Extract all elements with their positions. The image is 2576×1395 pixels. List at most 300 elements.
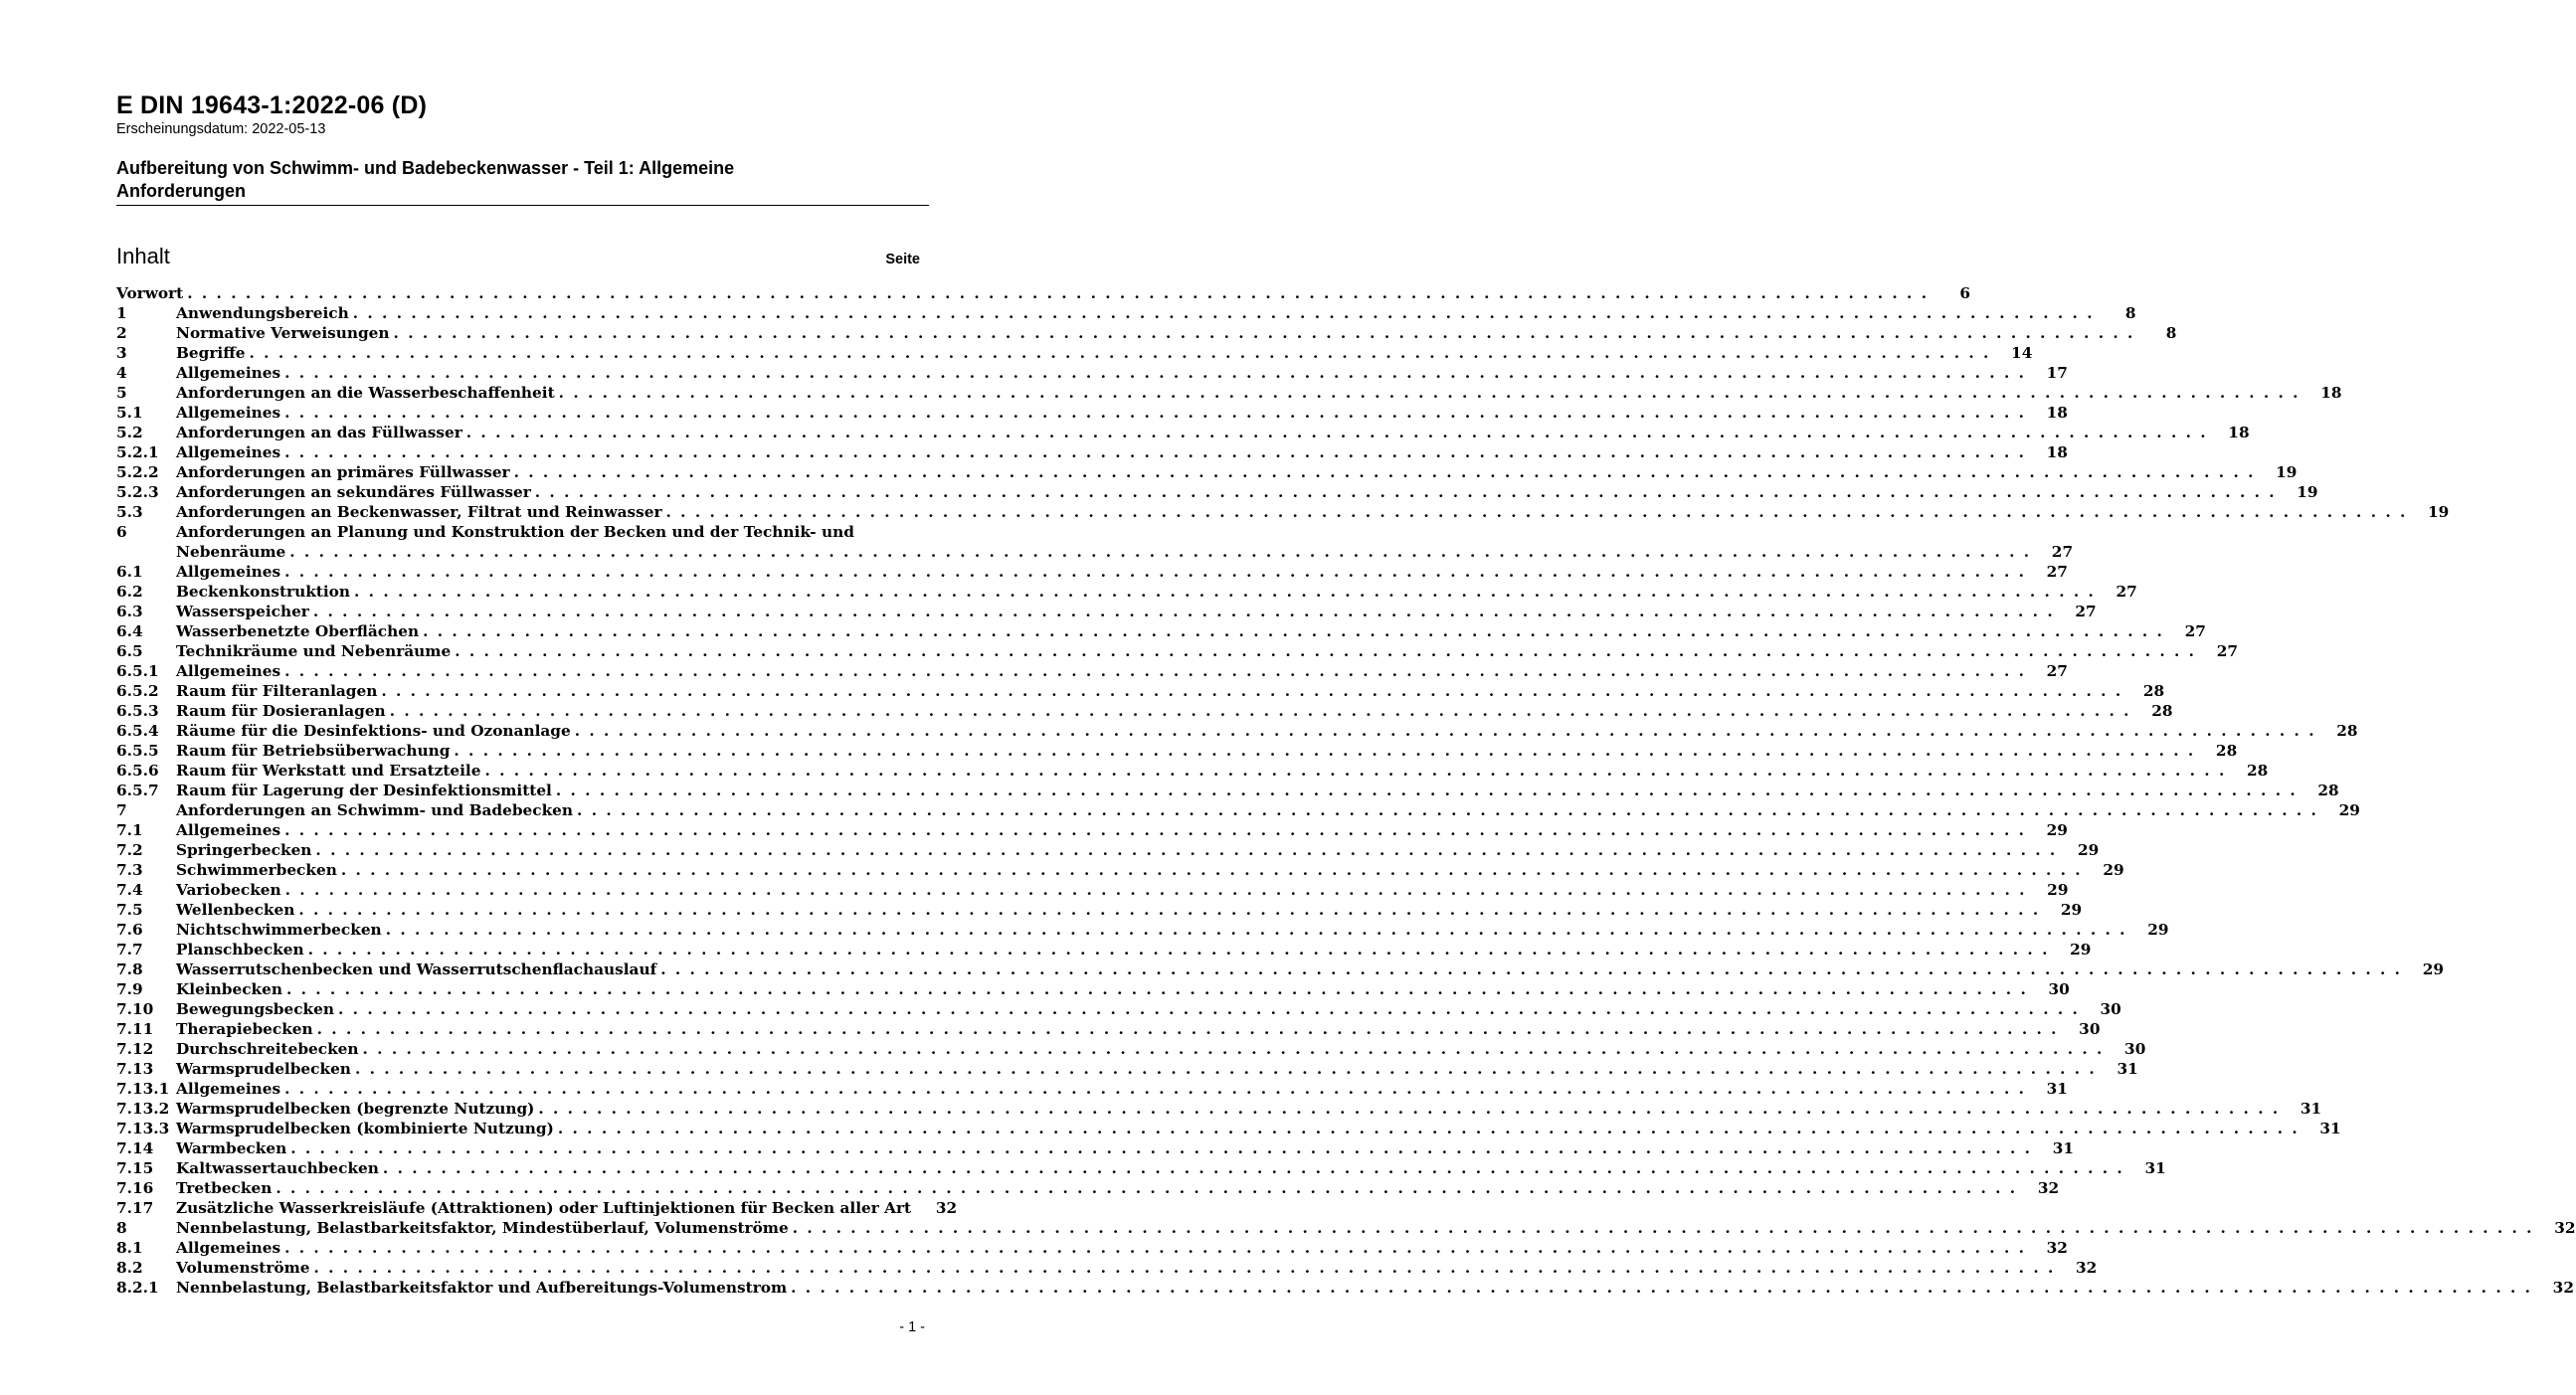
toc-entry-page: 31 [2097,1059,2138,1079]
toc-entry-line [176,1138,2075,1158]
toc-entry-title: Beckenkonstruktion [176,583,351,601]
toc-entry-title: Raum für Betriebsüberwachung [176,742,451,760]
toc-entry-line [176,1099,2322,1119]
toc-entry-number: 6.5.1 [116,662,159,680]
toc-entry-page: 27 [2196,641,2238,661]
toc-entry-line [176,1158,2166,1178]
toc-entry-title: Raum für Werkstatt und Ersatzteile [176,762,481,780]
toc-entry-line [176,482,2318,502]
leader-dots: . . . . . . . . . . . . . . . . . . . . . . . . . . . . . . . . . . . . . . . . . . . . . . . . . . . . . . . . . . . . . . . . . . . . . . . . . . . . . . . . . . . . . . . . . . . . . . . . . . . . . . . . . . . . . . . . . . . . . . . . [791,1279,2532,1297]
toc-entry[interactable] [116,323,2177,343]
toc-entry-number: 7.13.3 [116,1120,170,1137]
toc-entry[interactable] [116,1059,2138,1079]
toc-entry-title: Wasserrutschenbecken und Wasserrutschenflachauslauf [176,960,657,978]
toc-entry[interactable] [116,502,2450,522]
toc-entry-page: 18 [2300,383,2341,403]
leader-dots: . . . . . . . . . . . . . . . . . . . . . . . . . . . . . . . . . . . . . . . . . . . . . . . . . . . . . . . . . . . . . . . . . . . . . . . . . . . . . . . . . . . . . . . . . . . . . . . . . . . . . . . . . . . . . . . . . . . . . . . . [538,1100,2281,1118]
toc-entry-line [176,999,2121,1019]
toc-entry-line [176,761,2269,781]
toc-entry-number: 7.3 [116,861,143,879]
toc-entry-title: Allgemeines [176,1239,281,1257]
toc-entry[interactable] [116,1039,2146,1059]
toc-entry-line [176,502,2450,522]
toc-entry[interactable] [116,1178,2060,1198]
leader-dots: . . . . . . . . . . . . . . . . . . . . . . . . . . . . . . . . . . . . . . . . . . . . . . . . . . . . . . . . . . . . . . . . . . . . . . . . . . . . . . . . . . . . . . . . . . . . . . . . . . . . . . . . . . . . . . . . . . . . . . . . [284,563,2026,581]
toc-entry-line [176,562,2068,582]
toc-entry[interactable] [116,1019,2101,1039]
toc-entry-title: Wasserspeicher [176,603,309,620]
toc-entry-number: 7.2 [116,841,143,859]
toc-entry[interactable] [116,880,2069,900]
toc-entry-page: 14 [1990,343,2032,363]
toc-entry[interactable] [116,920,2169,940]
leader-dots: . . . . . . . . . . . . . . . . . . . . . . . . . . . . . . . . . . . . . . . . . . . . . . . . . . . . . . . . . . . . . . . . . . . . . . . . . . . . . . . . . . . . . . . . . . . . . . . . . . . . . . . . . . . . . . . . . . . . . . . . [660,960,2402,978]
leader-dots: . . . . . . . . . . . . . . . . . . . . . . . . . . . . . . . . . . . . . . . . . . . . . . . . . . . . . . . . . . . . . . . . . . . . . . . . . . . . . . . . . . . . . . . . . . . . . . . . . . . . . . . . . . . . . . . . . . . . . . . . [313,1259,2056,1277]
leader-dots: . . . . . . . . . . . . . . . . . . . . . . . . . . . . . . . . . . . . . . . . . . . . . . . . . . . . . . . . . . . . . . . . . . . . . . . . . . . . . . . . . . . . . . . . . . . . . . . . . . . . . . . . . . . . . . . . . . . . . . . . [665,503,2408,521]
page-number: - 1 - [899,1319,925,1335]
toc-entry-number: 6.5.3 [116,702,159,720]
toc-entry-number: 7.10 [116,1000,154,1018]
toc-entry-number: 6.4 [116,622,143,640]
leader-dots: . . . . . . . . . . . . . . . . . . . . . . . . . . . . . . . . . . . . . . . . . . . . . . . . . . . . . . . . . . . . . . . . . . . . . . . . . . . . . . . . . . . . . . . . . . . . . . . . . . . . . . . . . . . . . . . . . . . . . . . . [574,722,2316,740]
toc-entry-line [176,979,2070,999]
leader-dots: . . . . . . . . . . . . . . . . . . . . . . . . . . . . . . . . . . . . . . . . . . . . . . . . . . . . . . . . . . . . . . . . . . . . . . . . . . . . . . . . . . . . . . . . . . . . . . . . . . . . . . . . . . . . . . . . . . . . . . . . [284,364,2026,382]
toc-entry-title: Technikräume und Nebenräume [176,642,452,660]
toc-entry-line [176,940,2092,959]
leader-dots: . . . . . . . . . . . . . . . . . . . . . . . . . . . . . . . . . . . . . . . . . . . . . . . . . . . . . . . . . . . . . . . . . . . . . . . . . . . . . . . . . . . . . . . . . . . . . . . . . . . . . . . . . . . . . . . . . . . . . . . . [393,324,2135,342]
toc-entry-page: 29 [2083,860,2124,880]
leader-dots: . . . . . . . . . . . . . . . . . . . . . . . . . . . . . . . . . . . . . . . . . . . . . . . . . . . . . . . . . . . . . . . . . . . . . . . . . . . . . . . . . . . . . . . . . . . . . . . . . . . . . . . . . . . . . . . . . . . . . . . . [284,404,2026,422]
toc-entry-line [176,681,2165,701]
toc-entry[interactable] [116,661,2068,681]
toc-entry-title: Anforderungen an Planung und Konstruktion der Becken und der Technik- und [176,523,854,541]
toc-entry-page: 8 [2134,323,2176,343]
toc-entry-title: Durchschreitebecken [176,1040,359,1058]
toc-entry-number: 7.15 [116,1159,154,1177]
toc-entry-title-continued: Nebenräume [176,543,286,561]
leader-dots: . . . . . . . . . . . . . . . . . . . . . . . . . . . . . . . . . . . . . . . . . . . . . . . . . . . . . . . . . . . . . . . . . . . . . . . . . . . . . . . . . . . . . . . . . . . . . . . . . . . . . . . . . . . . . . . . . . . . . . . . [354,583,2096,601]
leader-dots: . . . . . . . . . . . . . . . . . . . . . . . . . . . . . . . . . . . . . . . . . . . . . . . . . . . . . . . . . . . . . . . . . . . . . . . . . . . . . . . . . . . . . . . . . . . . . . . . . . . . . . . . . . . . . . . . . . . . . . . . [455,642,2197,660]
toc-entry-title: Schwimmerbecken [176,861,337,879]
toc-entry-title: Anwendungsbereich [176,304,349,322]
toc-entry-title: Kleinbecken [176,980,282,998]
toc-entry-title: Allgemeines [176,404,281,422]
toc-entry-title: Raum für Lagerung der Desinfektionsmittel [176,782,552,799]
toc-entry[interactable] [116,940,2092,959]
toc-heading: Inhalt [116,244,170,268]
toc-entry-line [176,363,2068,383]
toc-entry[interactable] [116,602,2097,621]
toc-entry[interactable] [116,423,2250,442]
toc-entry-title: Allgemeines [176,563,281,581]
toc-entry-page: 30 [2058,1019,2100,1039]
toc-entry-line [176,621,2206,641]
leader-dots: . . . . . . . . . . . . . . . . . . . . . . . . . . . . . . . . . . . . . . . . . . . . . . . . . . . . . . . . . . . . . . . . . . . . . . . . . . . . . . . . . . . . . . . . . . . . . . . . . . . . . . . . . . . . . . . . . . . . . . . . [284,443,2026,461]
toc-entry-line [176,323,2177,343]
toc-entry-number: 7.12 [116,1040,154,1058]
leader-dots: . . . . . . . . . . . . . . . . . . . . . . . . . . . . . . . . . . . . . . . . . . . . . . . . . . . . . . . . . . . . . . . . . . . . . . . . . . . . . . . . . . . . . . . . . . . . . . . . . . . . . . . . . . . . . . . . . . . . . . . . [423,622,2164,640]
toc-entry-page: 31 [2026,1079,2068,1099]
toc-entry[interactable] [116,860,2124,880]
toc-entry-page: 30 [2080,999,2121,1019]
toc-entry[interactable] [116,1099,2322,1119]
toc-entry[interactable] [116,1198,958,1218]
toc-entry-page: 32 [915,1198,957,1218]
toc-entry-title: Therapiebecken [176,1020,313,1038]
toc-entry-page: 27 [2031,542,2073,562]
toc-entry-title: Kaltwassertauchbecken [176,1159,379,1177]
toc-entry-number: 5.2 [116,424,143,441]
toc-entry-number: 6 [116,523,127,541]
leader-dots: . . . . . . . . . . . . . . . . . . . . . . . . . . . . . . . . . . . . . . . . . . . . . . . . . . . . . . . . . . . . . . . . . . . . . . . . . . . . . . . . . . . . . . . . . . . . . . . . . . . . . . . . . . . . . . . . . . . . . . . . [557,1120,2300,1137]
toc-entry-page: 27 [2164,621,2206,641]
toc-entry-line [176,383,2342,403]
leader-dots: . . . . . . . . . . . . . . . . . . . . . . . . . . . . . . . . . . . . . . . . . . . . . . . . . . . . . . . . . . . . . . . . . . . . . . . . . . . . . . . . . . . . . . . . . . . . . . . . . . . . . . . . . . . . . . . . . . . . . . . . [290,1139,2033,1157]
toc-entry-number: 7.7 [116,941,143,959]
document-title-line-2: Anforderungen [116,181,246,201]
toc-entry-line [176,840,2100,860]
toc-entry-line [176,442,2068,462]
toc-entry-page: 28 [2226,761,2268,781]
toc-entry-line [176,1059,2138,1079]
toc-entry[interactable] [116,462,2298,482]
toc-entry-page: 29 [2026,820,2068,840]
leader-dots: . . . . . . . . . . . . . . . . . . . . . . . . . . . . . . . . . . . . . . . . . . . . . . . . . . . . . . . . . . . . . . . . . . . . . . . . . . . . . . . . . . . . . . . . . . . . . . . . . . . . . . . . . . . . . . . . . . . . . . . . [792,1219,2534,1237]
toc-entry-number: 6.3 [116,603,143,620]
toc-entry-number: 5.2.2 [116,463,159,481]
toc-entry-title: Variobecken [176,881,281,899]
toc-entry-line [176,959,2444,979]
leader-dots: . . . . . . . . . . . . . . . . . . . . . . . . . . . . . . . . . . . . . . . . . . . . . . . . . . . . . . . . . . . . . . . . . . . . . . . . . . . . . . . . . . . . . . . . . . . . . . . . . . . . . . . . . . . . . . . . . . . . . . . . [577,801,2318,819]
toc-entry-number: 8 [116,1219,127,1237]
toc-entry-page: 30 [2028,979,2070,999]
toc-entry-number: 6.5.5 [116,742,159,760]
toc-entry-number: 6.5.2 [116,682,159,700]
toc-entry-number: 6.5.6 [116,762,159,780]
toc-entry-line [176,1258,2098,1278]
toc-entry-page: 32 [2055,1258,2097,1278]
leader-dots: . . . . . . . . . . . . . . . . . . . . . . . . . . . . . . . . . . . . . . . . . . . . . . . . . . . . . . . . . . . . . . . . . . . . . . . . . . . . . . . . . . . . . . . . . . . . . . . . . . . . . . . . . . . . . . . . . . . . . . . . [315,841,2058,859]
toc-entry-line [176,403,2068,423]
toc-entry-line [176,900,2083,920]
toc-entry-title: Allgemeines [176,443,281,461]
toc-entry[interactable] [116,582,2137,602]
toc-entry-title: Warmsprudelbecken (kombinierte Nutzung) [176,1120,554,1137]
toc-entry-line [176,602,2097,621]
leader-dots: . . . . . . . . . . . . . . . . . . . . . . . . . . . . . . . . . . . . . . . . . . . . . . . . . . . . . . . . . . . . . . . . . . . . . . . . . . . . . . . . . . . . . . . . . . . . . . . . . . . . . . . . . . . . . . . . . . . . . . . . [381,682,2123,700]
toc-entry-number: 7.13 [116,1060,154,1078]
toc-entry-page: 30 [2104,1039,2145,1059]
toc-entry[interactable] [116,721,2358,741]
toc-entry-page: 28 [2316,721,2358,741]
toc-entry-title: Anforderungen an sekundäres Füllwasser [176,483,531,501]
toc-entry-title: Anforderungen an Schwimm- und Badebecken [176,801,574,819]
leader-dots: . . . . . . . . . . . . . . . . . . . . . . . . . . . . . . . . . . . . . . . . . . . . . . . . . . . . . . . . . . . . . . . . . . . . . . . . . . . . . . . . . . . . . . . . . . . . . . . . . . . . . . . . . . . . . . . . . . . . . . . . [465,424,2208,441]
document-id: E DIN 19643-1:2022-06 (D) [116,91,428,119]
toc-entry[interactable] [116,1158,2166,1178]
leader-dots: . . . . . . . . . . . . . . . . . . . . . . . . . . . . . . . . . . . . . . . . . . . . . . . . . . . . . . . . . . . . . . . . . . . . . . . . . . . . . . . . . . . . . . . . . . . . . . . . . . . . . . . . . . . . . . . . . . . . . . . . [316,1020,2059,1038]
toc-entry[interactable] [116,741,2238,761]
toc-entry-title: Zusätzliche Wasserkreisläufe (Attraktionen) oder Luftinjektionen für Becken aller Art [176,1199,912,1217]
toc-entry-line [176,1119,2341,1138]
toc-entry-page: 31 [2032,1138,2074,1158]
toc-entry-number: 5 [116,384,127,402]
toc-entry-line [176,1178,2060,1198]
leader-dots: . . . . . . . . . . . . . . . . . . . . . . . . . . . . . . . . . . . . . . . . . . . . . . . . . . . . . . . . . . . . . . . . . . . . . . . . . . . . . . . . . . . . . . . . . . . . . . . . . . . . . . . . . . . . . . . . . . . . . . . . [484,762,2227,780]
toc-entry-line [176,880,2069,900]
toc-entry-number: 7.4 [116,881,143,899]
toc-entry-page: 28 [2298,781,2339,800]
leader-dots: . . . . . . . . . . . . . . . . . . . . . . . . . . . . . . . . . . . . . . . . . . . . . . . . . . . . . . . . . . . . . . . . . . . . . . . . . . . . . . . . . . . . . . . . . . . . . . . . . . . . . . . . . . . . . . . . . . . . . . . . [382,1159,2124,1177]
toc-entry-page: 28 [2122,681,2164,701]
leader-dots: . . . . . . . . . . . . . . . . . . . . . . . . . . . . . . . . . . . . . . . . . . . . . . . . . . . . . . . . . . . . . . . . . . . . . . . . . . . . . . . . . . . . . . . . . . . . . . . . . . . . . . . . . . . . . . . . . . . . . . . . [385,921,2127,939]
toc-entry-page: 18 [2026,442,2068,462]
toc-entry-title: Springerbecken [176,841,312,859]
toc-entry-number: 8.1 [116,1239,143,1257]
toc-entry-title: Anforderungen an Beckenwasser, Filtrat und Reinwasser [176,503,662,521]
leader-dots: . . . . . . . . . . . . . . . . . . . . . . . . . . . . . . . . . . . . . . . . . . . . . . . . . . . . . . . . . . . . . . . . . . . . . . . . . . . . . . . . . . . . . . . . . . . . . . . . . . . . . . . . . . . . . . . . . . . . . . . . [338,1000,2080,1018]
toc-entry[interactable] [116,442,2068,462]
toc-entry-line [176,1218,2576,1238]
toc-entry-number: 6.1 [116,563,143,581]
toc-entry[interactable] [116,959,2444,979]
toc-entry-line [176,343,2033,363]
toc-entry-page: 19 [2255,462,2297,482]
leader-dots: . . . . . . . . . . . . . . . . . . . . . . . . . . . . . . . . . . . . . . . . . . . . . . . . . . . . . . . . . . . . . . . . . . . . . . . . . . . . . . . . . . . . . . . . . . . . . . . . . . . . . . . . . . . . . . . . . . . . . . . . [555,782,2298,799]
toc-entry-line [176,701,2173,721]
toc-entry-number: 7 [116,801,127,819]
toc-entry-line [176,721,2358,741]
leader-dots: . . . . . . . . . . . . . . . . . . . . . . . . . . . . . . . . . . . . . . . . . . . . . . . . . . . . . . . . . . . . . . . . . . . . . . . . . . . . . . . . . . . . . . . . . . . . . . . . . . . . . . . . . . . . . . . . . . . . . . . . [284,1239,2026,1257]
toc-entry-title: Allgemeines [176,364,281,382]
leader-dots: . . . . . . . . . . . . . . . . . . . . . . . . . . . . . . . . . . . . . . . . . . . . . . . . . . . . . . . . . . . . . . . . . . . . . . . . . . . . . . . . . . . . . . . . . . . . . . . . . . . . . . . . . . . . . . . . . . . . . . . . [454,742,2196,760]
publication-date: Erscheinungsdatum: 2022-05-13 [116,121,326,137]
toc-entry-line [176,920,2169,940]
toc-entry-title: Tretbecken [176,1179,273,1197]
document-title-line-1: Aufbereitung von Schwimm- und Badebeckenwasser - Teil 1: Allgemeine [116,158,735,178]
toc-entry-number: 6.5 [116,642,143,660]
toc-entry-page: 31 [2280,1099,2321,1119]
toc-entry-page: 32 [2534,1218,2576,1238]
toc-entry[interactable] [116,999,2121,1019]
toc-entry-line [176,1019,2101,1039]
toc-entry-number: 7.13.2 [116,1100,170,1118]
toc-entry-title: Allgemeines [176,662,281,680]
toc-entry[interactable] [116,1138,2075,1158]
leader-dots: . . . . . . . . . . . . . . . . . . . . . . . . . . . . . . . . . . . . . . . . . . . . . . . . . . . . . . . . . . . . . . . . . . . . . . . . . . . . . . . . . . . . . . . . . . . . . . . . . . . . . . . . . . . . . . . . . . . . . . . . [558,384,2300,402]
toc-entry-number: 5.2.3 [116,483,159,501]
toc-entry-title: Allgemeines [176,821,281,839]
toc-entry-line [176,303,2136,323]
toc-entry-title: Anforderungen an die Wasserbeschaffenheit [176,384,555,402]
toc-entry-line [176,661,2068,681]
toc-entry-title: Bewegungsbecken [176,1000,335,1018]
toc-entry-number: 7.11 [116,1020,154,1038]
leader-dots: . . . . . . . . . . . . . . . . . . . . . . . . . . . . . . . . . . . . . . . . . . . . . . . . . . . . . . . . . . . . . . . . . . . . . . . . . . . . . . . . . . . . . . . . . . . . . . . . . . . . . . . . . . . . . . . . . . . . . . . . [513,463,2256,481]
toc-entry-page: 29 [2040,900,2082,920]
leader-dots: . . . . . . . . . . . . . . . . . . . . . . . . . . . . . . . . . . . . . . . . . . . . . . . . . . . . . . . . . . . . . . . . . . . . . . . . . . . . . . . . . . . . . . . . . . . . . . . . . . . . . . . . . . . . . . . . . . . . . . . . [354,1060,2097,1078]
table-of-contents [116,283,2576,1298]
toc-entry-line [176,423,2250,442]
toc-entry-title: Raum für Dosieranlagen [176,702,386,720]
toc-entry-title: Begriffe [176,344,246,362]
toc-entry-number: 6.2 [116,583,143,601]
toc-entry[interactable] [116,641,2239,661]
toc-entry-page: 32 [2017,1178,2059,1198]
toc-entry-line [176,1039,2146,1059]
toc-entry[interactable] [116,522,925,542]
toc-entry-title: Anforderungen an das Füllwasser [176,424,462,441]
leader-dots: . . . . . . . . . . . . . . . . . . . . . . . . . . . . . . . . . . . . . . . . . . . . . . . . . . . . . . . . . . . . . . . . . . . . . . . . . . . . . . . . . . . . . . . . . . . . . . . . . . . . . . . . . . . . . . . . . . . . . . . . [187,284,1930,302]
toc-entry-title: Warmsprudelbecken (begrenzte Nutzung) [176,1100,535,1118]
toc-entry[interactable] [116,1238,2068,1258]
toc-entry-page: 29 [2026,880,2068,900]
toc-entry[interactable] [116,840,2100,860]
leader-dots: . . . . . . . . . . . . . . . . . . . . . . . . . . . . . . . . . . . . . . . . . . . . . . . . . . . . . . . . . . . . . . . . . . . . . . . . . . . . . . . . . . . . . . . . . . . . . . . . . . . . . . . . . . . . . . . . . . . . . . . . [284,821,2026,839]
leader-dots: . . . . . . . . . . . . . . . . . . . . . . . . . . . . . . . . . . . . . . . . . . . . . . . . . . . . . . . . . . . . . . . . . . . . . . . . . . . . . . . . . . . . . . . . . . . . . . . . . . . . . . . . . . . . . . . . . . . . . . . . [249,344,1991,362]
leader-dots: . . . . . . . . . . . . . . . . . . . . . . . . . . . . . . . . . . . . . . . . . . . . . . . . . . . . . . . . . . . . . . . . . . . . . . . . . . . . . . . . . . . . . . . . . . . . . . . . . . . . . . . . . . . . . . . . . . . . . . . . [276,1179,2018,1197]
leader-dots: . . . . . . . . . . . . . . . . . . . . . . . . . . . . . . . . . . . . . . . . . . . . . . . . . . . . . . . . . . . . . . . . . . . . . . . . . . . . . . . . . . . . . . . . . . . . . . . . . . . . . . . . . . . . . . . . . . . . . . . . [352,304,2095,322]
leader-dots: . . . . . . . . . . . . . . . . . . . . . . . . . . . . . . . . . . . . . . . . . . . . . . . . . . . . . . . . . . . . . . . . . . . . . . . . . . . . . . . . . . . . . . . . . . . . . . . . . . . . . . . . . . . . . . . . . . . . . . . . [298,901,2041,919]
toc-entry-number: 7.14 [116,1139,154,1157]
toc-entry-number: 1 [116,304,127,322]
toc-entry-page: 8 [2095,303,2136,323]
toc-entry-title: Nichtschwimmerbecken [176,921,382,939]
toc-entry-title: Wasserbenetzte Oberflächen [176,622,420,640]
toc-entry-number: 5.2.1 [116,443,159,461]
toc-entry-page: 27 [2096,582,2137,602]
toc-entry[interactable] [116,403,2068,423]
toc-entry[interactable] [116,1079,2068,1099]
toc-entry[interactable] [116,761,2269,781]
toc-entry-number: 8.2.1 [116,1279,159,1297]
toc-entry-number: 7.16 [116,1179,154,1197]
toc-entry-page: 31 [2124,1158,2166,1178]
toc-entry-title: Warmbecken [176,1139,287,1157]
toc-entry[interactable] [116,1258,2098,1278]
toc-entry-line [176,1198,958,1218]
toc-entry-title: Planschbecken [176,941,304,959]
toc-entry-number: 7.8 [116,960,143,978]
leader-dots: . . . . . . . . . . . . . . . . . . . . . . . . . . . . . . . . . . . . . . . . . . . . . . . . . . . . . . . . . . . . . . . . . . . . . . . . . . . . . . . . . . . . . . . . . . . . . . . . . . . . . . . . . . . . . . . . . . . . . . . . [534,483,2277,501]
toc-entry-title: Nennbelastung, Belastbarkeitsfaktor, Mindestüberlauf, Volumenströme [176,1219,789,1237]
toc-entry[interactable] [116,621,2206,641]
leader-dots: . . . . . . . . . . . . . . . . . . . . . . . . . . . . . . . . . . . . . . . . . . . . . . . . . . . . . . . . . . . . . . . . . . . . . . . . . . . . . . . . . . . . . . . . . . . . . . . . . . . . . . . . . . . . . . . . . . . . . . . . [362,1040,2105,1058]
toc-entry-number: 7.5 [116,901,143,919]
document-title [116,157,930,203]
toc-entry-title: Allgemeines [176,1080,281,1098]
toc-entry[interactable] [116,701,2173,721]
toc-entry[interactable] [116,383,2342,403]
toc-entry[interactable] [116,363,2068,383]
leader-dots: . . . . . . . . . . . . . . . . . . . . . . . . . . . . . . . . . . . . . . . . . . . . . . . . . . . . . . . . . . . . . . . . . . . . . . . . . . . . . . . . . . . . . . . . . . . . . . . . . . . . . . . . . . . . . . . . . . . . . . . . [284,881,2027,899]
leader-dots: . . . . . . . . . . . . . . . . . . . . . . . . . . . . . . . . . . . . . . . . . . . . . . . . . . . . . . . . . . . . . . . . . . . . . . . . . . . . . . . . . . . . . . . . . . . . . . . . . . . . . . . . . . . . . . . . . . . . . . . . [389,702,2131,720]
toc-entry-number: 5.1 [116,404,143,422]
leader-dots: . . . . . . . . . . . . . . . . . . . . . . . . . . . . . . . . . . . . . . . . . . . . . . . . . . . . . . . . . . . . . . . . . . . . . . . . . . . . . . . . . . . . . . . . . . . . . . . . . . . . . . . . . . . . . . . . . . . . . . . . [284,662,2026,680]
toc-entry-number: 4 [116,364,127,382]
leader-dots: . . . . . . . . . . . . . . . . . . . . . . . . . . . . . . . . . . . . . . . . . . . . . . . . . . . . . . . . . . . . . . . . . . . . . . . . . . . . . . . . . . . . . . . . . . . . . . . . . . . . . . . . . . . . . . . . . . . . . . . . [340,861,2083,879]
toc-entry-page: 27 [2026,661,2068,681]
leader-dots: . . . . . . . . . . . . . . . . . . . . . . . . . . . . . . . . . . . . . . . . . . . . . . . . . . . . . . . . . . . . . . . . . . . . . . . . . . . . . . . . . . . . . . . . . . . . . . . . . . . . . . . . . . . . . . . . . . . . . . . . [284,1080,2026,1098]
leader-dots: . . . . . . . . . . . . . . . . . . . . . . . . . . . . . . . . . . . . . . . . . . . . . . . . . . . . . . . . . . . . . . . . . . . . . . . . . . . . . . . . . . . . . . . . . . . . . . . . . . . . . . . . . . . . . . . . . . . . . . . . [289,543,2032,561]
toc-entry[interactable] [116,820,2068,840]
toc-entry-number: 6.5.4 [116,722,159,740]
toc-entry[interactable] [116,979,2070,999]
toc-entry-line [176,781,2339,800]
toc-entry[interactable] [116,1218,2576,1238]
toc-entry[interactable] [116,562,2068,582]
toc-entry-line [176,741,2238,761]
toc-entry-page: 32 [2532,1278,2574,1298]
page-column-label: Seite [885,252,920,267]
toc-entry-line [176,542,2074,562]
toc-entry[interactable] [116,1119,2341,1138]
toc-entry-title: Räume für die Desinfektions- und Ozonanlage [176,722,571,740]
toc-entry-title: Normative Verweisungen [176,324,390,342]
toc-entry-page: 29 [2402,959,2444,979]
toc-entry[interactable] [116,482,2318,502]
toc-entry-continuation[interactable] [116,542,2074,562]
leader-dots: . . . . . . . . . . . . . . . . . . . . . . . . . . . . . . . . . . . . . . . . . . . . . . . . . . . . . . . . . . . . . . . . . . . . . . . . . . . . . . . . . . . . . . . . . . . . . . . . . . . . . . . . . . . . . . . . . . . . . . . . [307,941,2050,959]
toc-entry-line [176,1278,2574,1298]
toc-entry-page: 28 [2131,701,2173,721]
toc-entry-number: 6.5.7 [116,782,159,799]
toc-entry-page: 19 [2277,482,2318,502]
toc-entry-number: 7.9 [116,980,143,998]
toc-entry-page: 29 [2057,840,2099,860]
leader-dots: . . . . . . . . . . . . . . . . . . . . . . . . . . . . . . . . . . . . . . . . . . . . . . . . . . . . . . . . . . . . . . . . . . . . . . . . . . . . . . . . . . . . . . . . . . . . . . . . . . . . . . . . . . . . . . . . . . . . . . . . [312,603,2055,620]
toc-entry-line [176,582,2137,602]
toc-entry-line [176,1238,2068,1258]
leader-dots: . . . . . . . . . . . . . . . . . . . . . . . . . . . . . . . . . . . . . . . . . . . . . . . . . . . . . . . . . . . . . . . . . . . . . . . . . . . . . . . . . . . . . . . . . . . . . . . . . . . . . . . . . . . . . . . . . . . . . . . . [285,980,2028,998]
toc-entry-line [176,860,2124,880]
toc-entry-page: 27 [2055,602,2097,621]
toc-entry-page: 32 [2026,1238,2068,1258]
toc-entry-line [176,641,2239,661]
toc-entry-number: 5.3 [116,503,143,521]
toc-entry-number: 3 [116,344,127,362]
toc-entry-title: Anforderungen an primäres Füllwasser [176,463,510,481]
toc-entry-page: 6 [1929,283,1970,303]
toc-entry-number: 8.2 [116,1259,143,1277]
toc-entry-page: 28 [2195,741,2237,761]
toc-entry-title: Raum für Filteranlagen [176,682,378,700]
title-divider [116,205,929,206]
toc-entry-number: 2 [116,324,127,342]
toc-entry-number: 7.17 [116,1199,154,1217]
toc-entry-number: 7.1 [116,821,143,839]
toc-entry-page: 19 [2407,502,2449,522]
toc-entry[interactable] [116,283,1971,303]
toc-entry-page: 31 [2300,1119,2341,1138]
toc-entry-page: 29 [2318,800,2360,820]
toc-entry[interactable] [116,681,2165,701]
toc-entry-line [116,283,1971,303]
toc-entry-title: Volumenströme [176,1259,310,1277]
toc-entry-line [176,820,2068,840]
toc-entry[interactable] [116,781,2339,800]
toc-entry-line [176,800,2360,820]
toc-entry-line [176,1079,2068,1099]
toc-entry-number: 7.13.1 [116,1080,170,1098]
toc-entry-title: Vorwort [116,284,184,302]
toc-entry[interactable] [116,800,2360,820]
toc-entry[interactable] [116,1278,2574,1298]
toc-entry[interactable] [116,900,2083,920]
toc-entry[interactable] [116,303,2136,323]
toc-entry[interactable] [116,343,2033,363]
toc-entry-line [176,462,2298,482]
